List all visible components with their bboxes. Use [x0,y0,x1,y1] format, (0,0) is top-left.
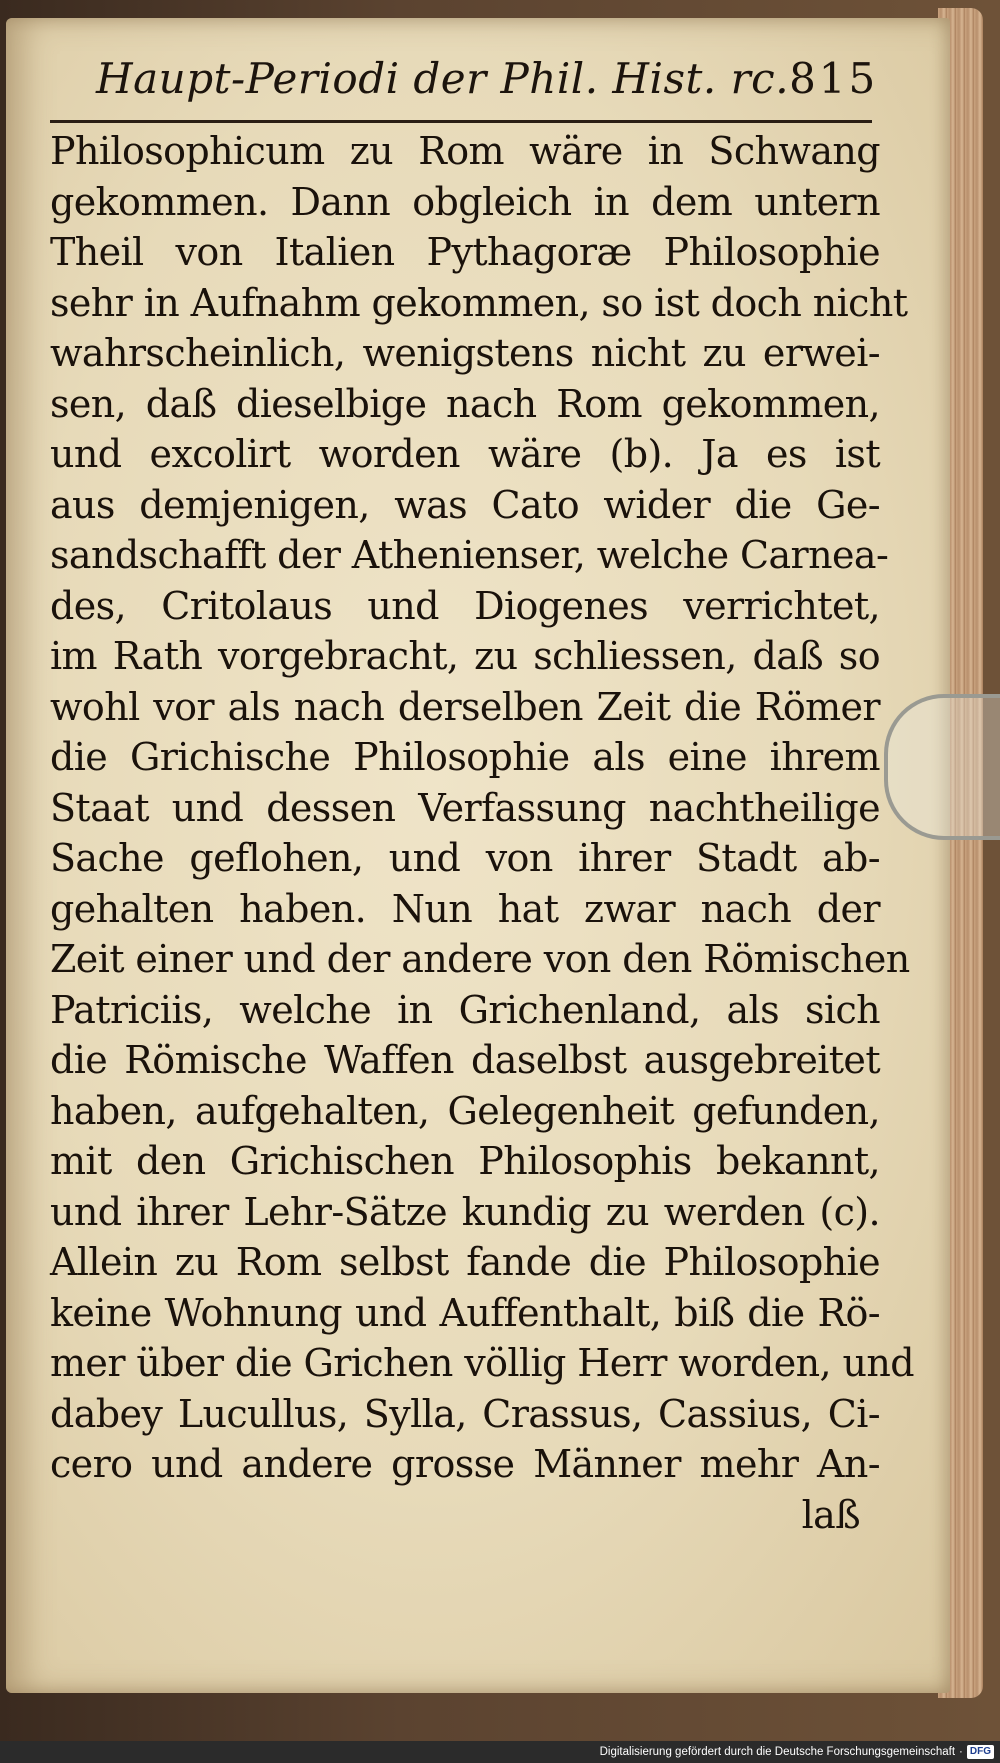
bookmark-clip [884,694,1000,840]
text-line: Theil von Italien Pythagoræ Philosophie [50,230,880,274]
text-line: des, Critolaus und Diogenes verrichtet, [50,583,880,628]
text-line: Patriciis, welche in Grichenland, als sich [50,987,880,1032]
text-line: gehalten haben. Nun hat zwar nach der [50,886,880,931]
text-line: mit den Grichischen Philosophis bekannt, [50,1139,880,1183]
footer-credit: Digitalisierung gefördert durch die Deutsche Forschungsgemeinschaft · DFG [600,1743,994,1761]
catchword: laß [801,1492,860,1537]
text-line: sehr in Aufnahm gekommen, so ist doch nicht [50,280,908,325]
text-line: cero und andere grosse Männer mehr An- [50,1442,880,1486]
text-line: die Grichische Philosophie als eine ihrem [50,735,880,779]
header-rule [50,120,872,123]
running-title: Haupt-Periodi der Phil. Hist. rc. [96,54,790,103]
dfg-logo-icon: DFG [967,1745,994,1759]
text-line: die Römische Waffen daselbst ausgebreitet [50,1038,880,1082]
text-line: Zeit einer und der andere von den Römischen [50,937,910,981]
text-line: aus demjenigen, was Cato wider die Ge- [50,482,880,527]
text-line: Sache geflohen, und von ihrer Stadt ab- [50,836,880,880]
text-line: keine Wohnung und Auffenthalt, biß die Rö- [50,1290,880,1335]
text-line: Staat und dessen Verfassung nachtheilige [50,785,880,830]
text-line: im Rath vorgebracht, zu schliessen, daß so [50,634,880,678]
text-line: dabey Lucullus, Sylla, Crassus, Cassius, Ci- [50,1391,880,1436]
text-line: haben, aufgehalten, Gelegenheit gefunden, [50,1088,880,1133]
text-line: Philosophicum zu Rom wäre in Schwang [50,129,880,173]
text-line: und ihrer Lehr-Sätze kundig zu werden (c). [50,1189,880,1234]
text-line: sen, daß dieselbige nach Rom gekommen, [50,381,880,426]
body-text [50,126,914,1540]
text-line: wahrscheinlich, wenigstens nicht zu erwei- [50,331,880,375]
text-line: und excolirt worden wäre (b). Ja es ist [50,432,880,476]
funding-credit-text: Digitalisierung gefördert durch die Deutsche Forschungsgemeinschaft [599,1746,956,1758]
text-line: wohl vor als nach derselben Zeit die Römer [50,684,880,729]
text-line: gekommen. Dann obgleich in dem untern [50,179,880,224]
running-head [96,54,879,118]
text-line: Allein zu Rom selbst fande die Philosophie [50,1240,880,1284]
text-line: sandschafft der Athenienser, welche Carnea- [50,533,889,577]
text-line: mer über die Grichen völlig Herr worden, und [50,1341,914,1385]
page-number: 815 [789,54,879,103]
